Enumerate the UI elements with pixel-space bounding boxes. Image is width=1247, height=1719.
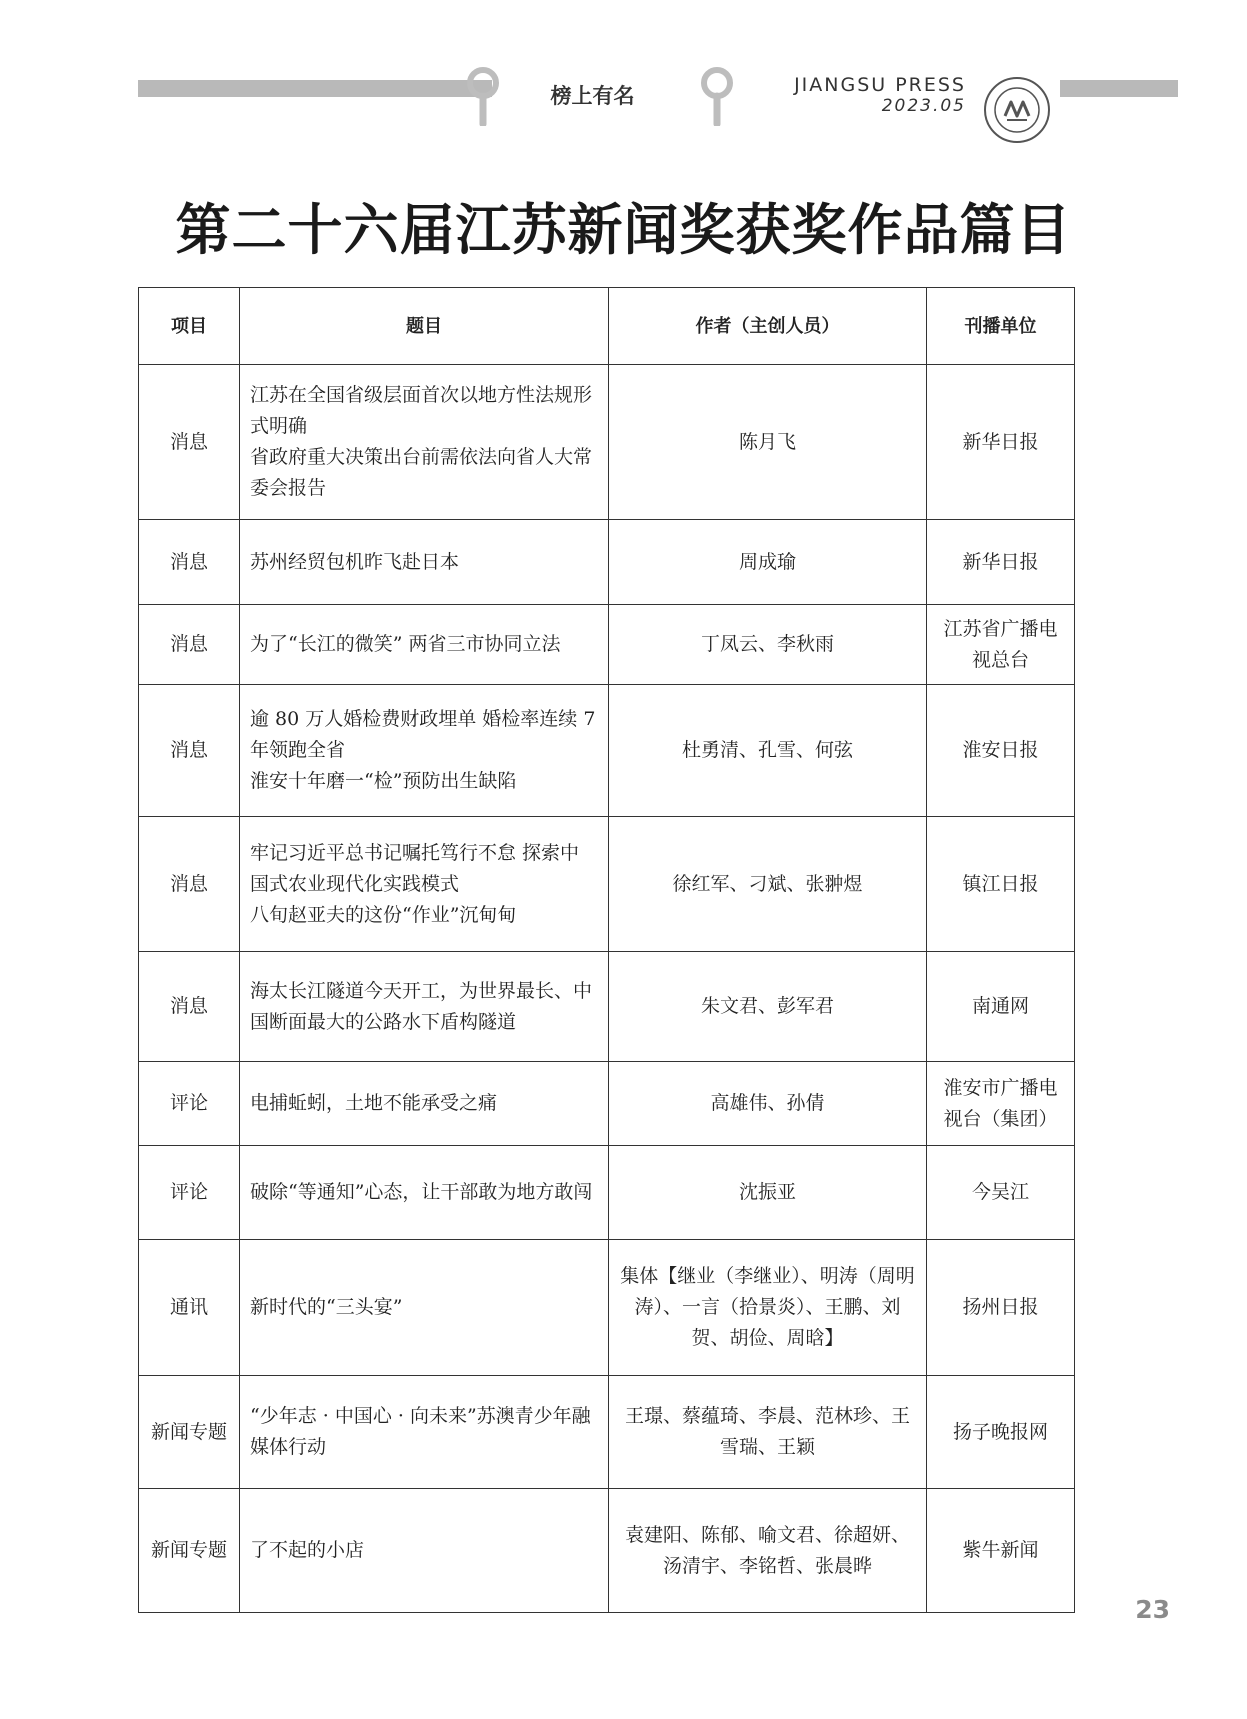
title-line: 海太长江隧道今天开工，为世界最长、中国断面最大的公路水下盾构隧道	[250, 979, 593, 1033]
table-row	[139, 1146, 1075, 1240]
column-header-category: 项目	[139, 288, 240, 365]
author-cell: 丁凤云、李秋雨	[609, 605, 927, 685]
association-seal-logo	[983, 76, 1051, 144]
author-cell: 沈振亚	[609, 1146, 927, 1240]
unit-cell: 江苏省广播电视总台	[927, 605, 1075, 685]
title-cell	[240, 605, 609, 685]
category-cell: 评论	[139, 1062, 240, 1146]
title-line: 为了“长江的微笑” 两省三市协同立法	[250, 633, 561, 655]
title-line: 破除“等通知”心态，让干部敢为地方敢闯	[250, 1181, 593, 1203]
author-cell: 袁建阳、陈郁、喻文君、徐超妍、汤清宇、李铭哲、张晨晔	[609, 1489, 927, 1613]
unit-cell: 紫牛新闻	[927, 1489, 1075, 1613]
section-name: 榜上有名	[550, 84, 635, 108]
table-row	[139, 1062, 1075, 1146]
unit-cell: 扬子晚报网	[927, 1376, 1075, 1489]
table-row	[139, 685, 1075, 817]
title-line: “少年志 · 中国心 · 向未来”苏澳青少年融媒体行动	[250, 1405, 591, 1458]
category-cell: 消息	[139, 605, 240, 685]
title-cell	[240, 520, 609, 605]
table-row	[139, 1376, 1075, 1489]
title-line: 了不起的小店	[250, 1539, 365, 1561]
pin-icon	[700, 66, 734, 126]
author-cell: 杜勇清、孔雪、何弦	[609, 685, 927, 817]
author-cell: 朱文君、彭军君	[609, 952, 927, 1062]
table-row	[139, 817, 1075, 952]
unit-cell: 镇江日报	[927, 817, 1075, 952]
unit-cell: 南通网	[927, 952, 1075, 1062]
table-row	[139, 952, 1075, 1062]
unit-cell: 淮安市广播电视台（集团）	[927, 1062, 1075, 1146]
title-cell	[240, 1240, 609, 1376]
column-header-author: 作者（主创人员）	[609, 288, 927, 365]
unit-cell: 扬州日报	[927, 1240, 1075, 1376]
title-line: 江苏在全国省级层面首次以地方性法规形式明确	[250, 384, 593, 437]
category-cell: 消息	[139, 520, 240, 605]
table-row	[139, 365, 1075, 520]
author-cell: 陈月飞	[609, 365, 927, 520]
title-line: 苏州经贸包机昨飞赴日本	[250, 550, 460, 573]
table-row	[139, 520, 1075, 605]
category-cell: 消息	[139, 365, 240, 520]
table-row	[139, 1489, 1075, 1613]
header-rule-left	[138, 80, 492, 97]
title-cell	[240, 952, 609, 1062]
title-cell	[240, 1376, 609, 1489]
masthead	[760, 76, 966, 115]
author-cell: 王璟、蔡蕴琦、李晨、范林珍、王雪瑞、王颖	[609, 1376, 927, 1489]
title-line: 牢记习近平总书记嘱托笃行不怠 探索中国式农业现代化实践模式	[250, 841, 580, 895]
pin-icon	[466, 66, 500, 126]
header-rule-right	[1060, 80, 1178, 97]
table-header-row	[139, 288, 1075, 365]
column-header-title: 题目	[240, 288, 609, 365]
title-cell	[240, 1489, 609, 1613]
table-row	[139, 605, 1075, 685]
title-cell	[240, 1146, 609, 1240]
author-cell: 集体【继业（李继业）、明涛（周明涛）、一言（拾景炎）、王鹏、刘贺、胡俭、周晗】	[609, 1240, 927, 1376]
title-line: 淮安十年磨一“检”预防出生缺陷	[250, 770, 517, 792]
issue-date: 2023.05	[881, 96, 966, 116]
category-cell: 消息	[139, 817, 240, 952]
title-cell	[240, 685, 609, 817]
author-cell: 周成瑜	[609, 520, 927, 605]
column-header-unit: 刊播单位	[927, 288, 1075, 365]
title-cell	[240, 817, 609, 952]
category-cell: 新闻专题	[139, 1489, 240, 1613]
title-line: 八旬赵亚夫的这份“作业”沉甸甸	[250, 903, 517, 926]
title-line: 新时代的“三头宴”	[250, 1296, 403, 1318]
title-cell	[240, 1062, 609, 1146]
category-cell: 通讯	[139, 1240, 240, 1376]
unit-cell: 今吴江	[927, 1146, 1075, 1240]
category-cell: 消息	[139, 685, 240, 817]
category-cell: 消息	[139, 952, 240, 1062]
page-title: 第二十六届江苏新闻奖获奖作品篇目	[175, 198, 1072, 262]
magazine-brand: JIANGSU PRESS	[794, 74, 966, 96]
page-number: 23	[1135, 1595, 1170, 1624]
title-line: 电捕蚯蚓，土地不能承受之痛	[250, 1092, 498, 1114]
unit-cell: 新华日报	[927, 520, 1075, 605]
unit-cell: 淮安日报	[927, 685, 1075, 817]
author-cell: 高雄伟、孙倩	[609, 1062, 927, 1146]
table-row	[139, 1240, 1075, 1376]
title-line: 逾 80 万人婚检费财政埋单 婚检率连续 7 年领跑全省	[250, 708, 596, 761]
unit-cell: 新华日报	[927, 365, 1075, 520]
awards-table	[138, 287, 1075, 1613]
title-line: 省政府重大决策出台前需依法向省人大常委会报告	[250, 446, 593, 499]
author-cell: 徐红军、刁斌、张翀煜	[609, 817, 927, 952]
category-cell: 评论	[139, 1146, 240, 1240]
category-cell: 新闻专题	[139, 1376, 240, 1489]
title-cell	[240, 365, 609, 520]
